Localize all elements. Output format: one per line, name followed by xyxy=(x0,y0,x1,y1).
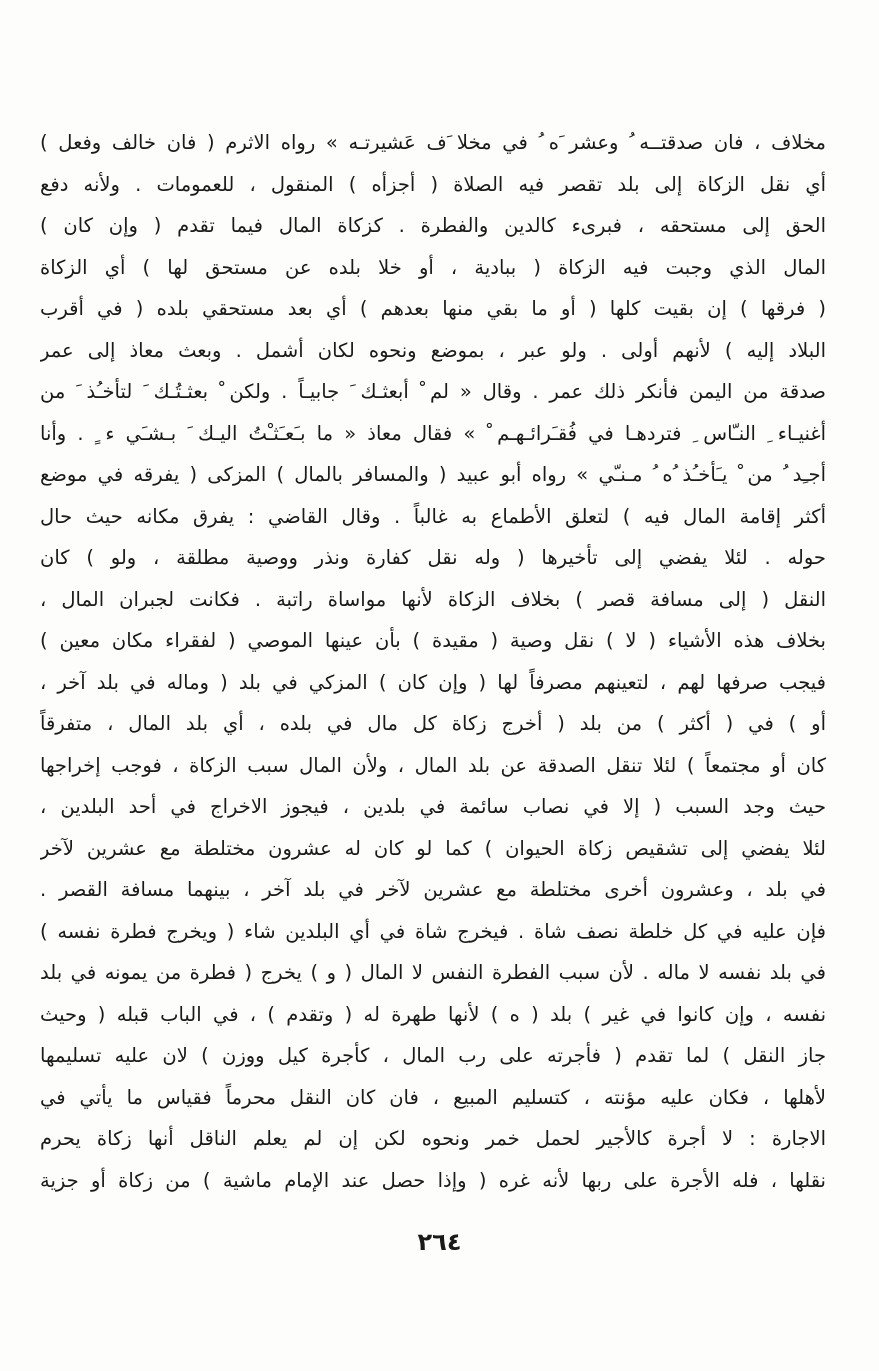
text-line: نفسه ، وإن كانوا في غير ) بلد ( ه ) لأنها طهرة له ( وتقدم ) ، في الباب قبله ( وحيث xyxy=(40,1002,826,1026)
text-line: فيجب صرفها لهم ، لتعينهم مصرفاً لها ( وإن كان ) المزكي في بلد ( وماله في بلد آخر ، xyxy=(40,670,826,694)
text-line: في بلد نفسه لا ماله . لأن سبب الفطرة النفس لا المال ( و ) يخرج ( فطرة من يمونه في بلد xyxy=(40,961,826,984)
body-text xyxy=(40,122,826,1201)
text-line: صدقة من اليمن فأنكر ذلك عمر . وقال « لم ْ أبعثـك َ جابيـاً . ولكن ْ بعثـتُـك َ لتأخـُذ َ من xyxy=(40,380,826,403)
text-line: حيث وجد السبب ( إلا في نصاب سائمة في بلدين ، فيجوز الاخراج في أحد البلدين ، xyxy=(40,795,826,818)
text-line: أغنيـاء ِ النـّاس ِ فتردهـا في فُقـَرائـهـم ْ » فقال معاذ « ما بـَعـَثـْتُ اليـك َ بـشـَي ء ٍ . وأنا xyxy=(40,421,826,445)
text-line: الحق إلى مستحقه ، فبرىء كالدين والفطرة . كزكاة المال فيما تقدم ( وإن كان ) xyxy=(40,214,826,237)
text-line: النقل ( إلى مسافة قصر ) بخلاف الزكاة لأنها مواساة راتبة . فكانت لجبران المال ، xyxy=(40,587,826,611)
text-line: أجـِد ُ من ْ يـَأخـُذ ُه ُ مـنـّي » رواه أبو عبيد ( والمسافر بالمال ) المزكى ( يفرقه في موضع xyxy=(40,463,826,486)
text-line: المال الذي وجبت فيه الزكاة ( ببادية ، أو خلا بلده عن مستحق لها ) أي الزكاة xyxy=(40,255,826,279)
text-line: كان أو مجتمعاً ) لئلا تنقل الصدقة عن بلد المال ، ولأن المال سبب الزكاة ، فوجب إخراجها xyxy=(40,753,826,777)
text-line: الاجارة : لا أجرة كالأجير لحمل خمر ونحوه لكن إن لم يعلم الناقل أنها زكاة يحرم xyxy=(40,1127,826,1150)
text-line: حوله . لئلا يفضي إلى تأخيرها ( وله نقل كفارة ونذر ووصية مطلقة ، ولو ) كان xyxy=(40,546,826,569)
text-line: لئلا يفضي إلى تشقيص زكاة الحيوان ) كما لو كان له عشرون مختلطة مع عشرين لآخر xyxy=(40,836,826,860)
text-line: مخلاف ، فان صدقتــه ُ وعشر َه ُ في مخلا َف عَشيرتـه » رواه الاثرم ( فان خالف وفعل ) xyxy=(40,131,826,154)
text-line: بخلاف هذه الأشياء ( لا ) نقل وصية ( مقيدة ) بأن عينها الموصي ( لفقراء مكان معين ) xyxy=(40,629,826,652)
text-line: نقلها ، فله الأجرة على ربها لأنه غره ( وإذا حصل عند الإمام ماشية ) من زكاة أو جزية xyxy=(40,1168,826,1192)
text-line: ( فرقها ) إن بقيت كلها ( أو ما بقي منها بعدهم ) أي بعد مستحقي بلده ( في أقرب xyxy=(40,297,826,320)
text-line: البلاد إليه ) لأنهم أولى . ولو عبر ، بموضع ونحوه لكان أشمل . وبعث معاذ إلى عمر xyxy=(40,338,826,362)
text-line: جاز النقل ) لما تقدم ( فأجرته على رب المال ، كأجرة كيل ووزن ) لان عليه تسليمها xyxy=(40,1044,826,1067)
text-line: أكثر إقامة المال فيه ) لتعلق الأطماع به غالباً . وقال القاضي : يفرق مكانه حيث حال xyxy=(40,504,826,528)
text-line: فإن عليه في كل خلطة نصف شاة . فيخرج شاة في أي البلدين شاء ( ويخرج فطرة نفسه ) xyxy=(40,919,826,943)
page-number: ٢٦٤ xyxy=(417,1228,462,1256)
text-line: أي نقل الزكاة إلى بلد تقصر فيه الصلاة ( أجزأه ) المنقول ، للعمومات . ولأنه دفع xyxy=(40,172,826,196)
text-line: أو ) في ( أكثر ) من بلد ( أخرج زكاة كل مال في بلده ، أي بلد المال ، متفرقاً xyxy=(40,712,826,735)
text-line: لأهلها ، فكان عليه مؤنته ، كتسليم المبيع ، فان كان النقل محرماً فقياس ما يأتي في xyxy=(40,1085,826,1109)
text-line: في بلد ، وعشرون أخرى مختلطة مع عشرين لآخر في بلد آخر ، بينهما مسافة القصر . xyxy=(40,878,826,901)
